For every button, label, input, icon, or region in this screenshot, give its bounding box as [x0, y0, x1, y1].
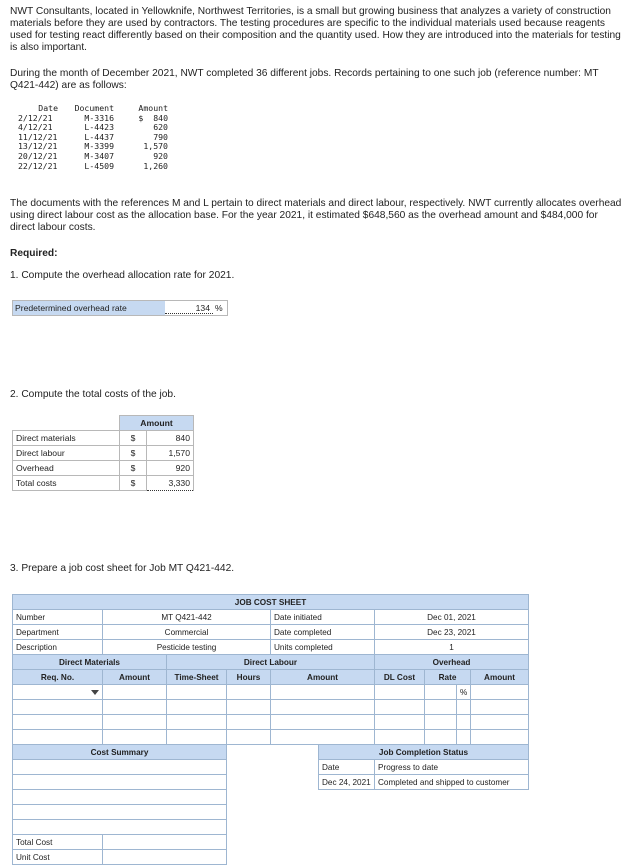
records-cell: M-3407 [84, 150, 114, 161]
overhead-input[interactable]: 920 [147, 461, 194, 476]
unit-cost-label: Unit Cost [13, 850, 103, 865]
progress-label: Progress to date [375, 760, 529, 775]
dl-amount-input[interactable] [271, 685, 375, 700]
status-date-value: Dec 24, 2021 [319, 775, 375, 790]
percent-unit: % [215, 303, 223, 313]
question-1-text: 1. Compute the overhead allocation rate for 2021. [10, 270, 235, 281]
currency-sign: $ [120, 476, 147, 491]
total-costs-input[interactable]: 3,330 [147, 476, 194, 491]
allocation-paragraph: The documents with the references M and L pertain to direct materials and direct labour, respectively. NWT currently allocates overhead using direct labour cost as the allocation base. For the year 2021, it estimated $648,560 as the overhead amount and $484,000 for direct labour costs. [10, 198, 622, 233]
date-completed-value: Dec 23, 2021 [375, 625, 529, 640]
overhead-header: Overhead [375, 655, 529, 670]
records-cell: 22/12/21 [18, 160, 58, 171]
currency-sign: $ [120, 461, 147, 476]
records-paragraph: During the month of December 2021, NWT completed 36 different jobs. Records pertaining to one such job (reference number: MT Q421-442) are as follows: [10, 68, 599, 91]
col-rate: Rate [425, 670, 471, 685]
records-cell: L-4509 [84, 160, 114, 171]
status-date-label: Date [319, 760, 375, 775]
overhead-rate-input[interactable]: 134 [165, 301, 213, 314]
question-2-text: 2. Compute the total costs of the job. [10, 389, 176, 400]
timesheet-input[interactable] [167, 685, 227, 700]
col-time-sheet: Time-Sheet [167, 670, 227, 685]
timesheet-input[interactable] [167, 700, 227, 715]
records-cell: L-4437 [84, 131, 114, 142]
dm-amount-input[interactable] [103, 685, 167, 700]
date-initiated-label: Date initiated [271, 610, 375, 625]
direct-labour-input[interactable]: 1,570 [147, 446, 194, 461]
direct-materials-label: Direct materials [13, 431, 120, 446]
direct-labour-label: Direct labour [13, 446, 120, 461]
department-label: Department [13, 625, 103, 640]
table-row [13, 685, 529, 700]
overhead-rate-row [12, 300, 228, 316]
chevron-down-icon[interactable] [91, 690, 99, 695]
oh-amount-input[interactable] [471, 700, 529, 715]
records-cell: $ 840 [138, 112, 168, 123]
total-cost-input[interactable] [103, 835, 227, 850]
dm-amount-input[interactable] [103, 700, 167, 715]
records-header-date: Date [38, 103, 58, 113]
table-row [13, 461, 194, 476]
intro-paragraph: NWT Consultants, located in Yellowknife, Northwest Territories, is a small but growing business that analyzes a variety of construction materials before they are used by contractors. The testing procedures are specific to the individual materials used because reagents used for testing react differently based on their composition and the quantity used. How they are introduced into the materials for testing is also important. [10, 6, 621, 53]
direct-labour-header: Direct Labour [167, 655, 375, 670]
records-cell: 20/12/21 [18, 150, 58, 161]
unit-cost-input[interactable] [103, 850, 227, 865]
records-cell: 1,260 [143, 160, 168, 171]
currency-sign: $ [120, 446, 147, 461]
description-value: Pesticide testing [103, 640, 271, 655]
dl-cost-input[interactable] [375, 685, 425, 700]
rate-input[interactable] [425, 700, 457, 715]
units-completed-value: 1 [375, 640, 529, 655]
status-text: Completed and shipped to customer [375, 775, 529, 790]
col-dm-amount: Amount [103, 670, 167, 685]
req-no-select[interactable] [13, 685, 103, 700]
number-value: MT Q421-442 [103, 610, 271, 625]
job-cost-table [12, 415, 194, 491]
job-status-header: Job Completion Status [319, 745, 529, 760]
overhead-rate-label: Predetermined overhead rate [13, 301, 165, 315]
records-cell: 620 [153, 122, 168, 133]
col-hours: Hours [227, 670, 271, 685]
total-costs-label: Total costs [13, 476, 120, 491]
date-completed-label: Date completed [271, 625, 375, 640]
amount-header: Amount [120, 416, 194, 431]
col-req-no: Req. No. [13, 670, 103, 685]
records-cell: L-4423 [84, 122, 114, 133]
date-initiated-value: Dec 01, 2021 [375, 610, 529, 625]
col-dl-amount: Amount [271, 670, 375, 685]
table-row [16, 162, 170, 172]
records-cell: M-3399 [84, 141, 114, 152]
records-cell: M-3316 [84, 112, 114, 123]
currency-sign: $ [120, 431, 147, 446]
records-cell: 920 [153, 150, 168, 161]
rate-unit: % [457, 685, 471, 700]
oh-amount-input[interactable] [471, 685, 529, 700]
records-cell: 790 [153, 131, 168, 142]
table-row [13, 446, 194, 461]
total-cost-label: Total Cost [13, 835, 103, 850]
dl-cost-input[interactable] [375, 700, 425, 715]
units-completed-label: Units completed [271, 640, 375, 655]
records-header-amount: Amount [138, 103, 168, 113]
hours-input[interactable] [227, 700, 271, 715]
table-row [13, 431, 194, 446]
direct-materials-input[interactable]: 840 [147, 431, 194, 446]
table-row [13, 700, 529, 715]
records-cell: 4/12/21 [18, 122, 53, 133]
required-heading: Required: [10, 248, 58, 259]
question-3-text: 3. Prepare a job cost sheet for Job MT Q421-442. [10, 563, 235, 574]
cost-summary-header: Cost Summary [13, 745, 227, 760]
number-label: Number [13, 610, 103, 625]
overhead-label: Overhead [13, 461, 120, 476]
job-cost-sheet [12, 594, 529, 865]
records-cell: 11/12/21 [18, 131, 58, 142]
col-oh-amount: Amount [471, 670, 529, 685]
records-cell: 1,570 [143, 141, 168, 152]
records-header-document: Document [74, 103, 114, 113]
direct-materials-header: Direct Materials [13, 655, 167, 670]
col-dl-cost: DL Cost [375, 670, 425, 685]
records-cell: 13/12/21 [18, 141, 58, 152]
job-cost-sheet-title: JOB COST SHEET [13, 595, 529, 610]
records-cell: 2/12/21 [18, 112, 53, 123]
table-row [13, 476, 194, 491]
dl-amount-input[interactable] [271, 700, 375, 715]
records-table [16, 104, 170, 171]
rate-input[interactable] [425, 685, 457, 700]
hours-input[interactable] [227, 685, 271, 700]
description-label: Description [13, 640, 103, 655]
req-no-input[interactable] [13, 700, 103, 715]
department-value: Commercial [103, 625, 271, 640]
